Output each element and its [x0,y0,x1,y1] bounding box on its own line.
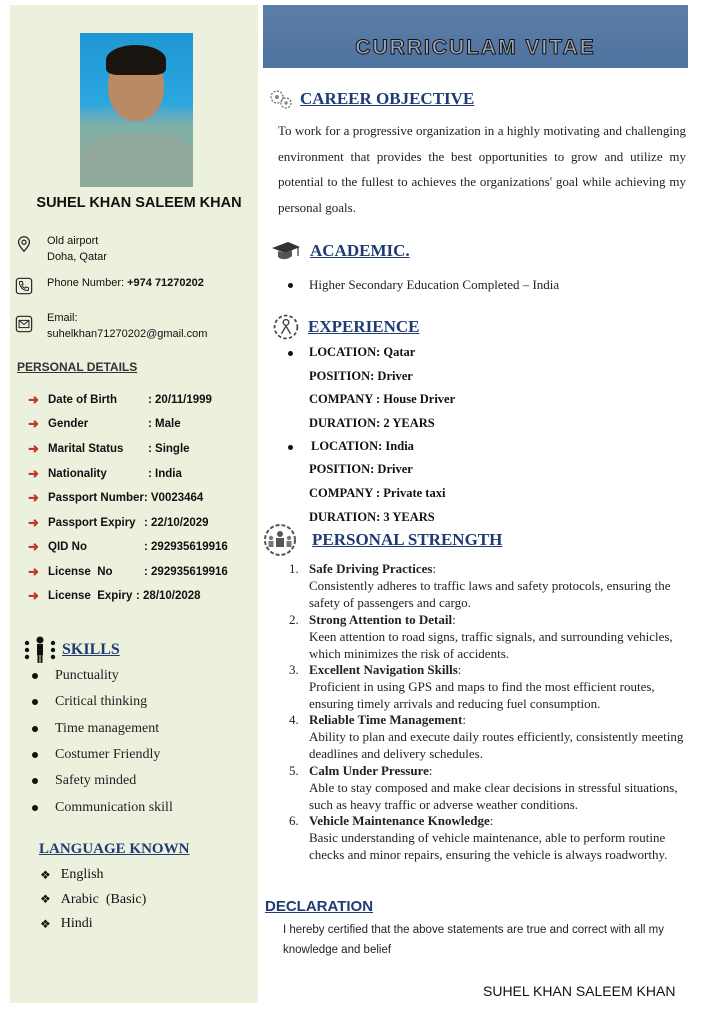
pd-row [28,416,181,432]
pd-row [28,441,190,457]
pd-value: : 292935619916 [144,541,228,553]
list-item: 4. Reliable Time Management: Ability to plan and execute daily routes efficiently, consistently meeting deadlines and delivery schedules. [289,712,684,761]
arrow-bullet-icon: ➜ [28,539,39,554]
list-item: Communication skill [32,794,173,820]
pd-value: : 22/10/2029 [144,517,209,529]
pd-label: License Expiry [48,590,133,602]
pd-label: Gender [48,418,89,430]
declaration-title: DECLARATION [265,898,374,915]
phone-row [15,275,204,295]
skills-header [22,635,120,665]
pd-row [28,392,212,408]
exp-company: COMPANY : Private taxi [309,486,446,500]
team-strength-icon [260,520,300,560]
list-item: 6. Vehicle Maintenance Knowledge: Basic understanding of vehicle maintenance, able to perform routine checks and minor repairs, ensuring the vehicle is always roadworthy. [289,813,668,862]
address-row [15,233,107,265]
strength-header [260,520,502,560]
career-text: To work for a progressive organization in a highly motivating and challenging environment that provides the best opportunities to grow and utilize my potential to the fullest to achieves the organizations' goal while achieving my personal goals. [278,123,686,215]
list-item: 3. Excellent Navigation Skills: Proficient in using GPS and maps to find the most efficient routes, ensuring timely arrivals and reducing fuel consumption. [289,662,655,711]
exp-position: POSITION: Driver [309,369,413,383]
list-item: 5. Calm Under Pressure: Able to stay composed and make clear decisions in stressful situations, such as heavy traffic or adverse weather conditions. [289,763,678,812]
academic-header [266,237,410,265]
career-header [266,85,474,113]
email-value: suhelkhan71270202@gmail.com [47,328,208,340]
academic-title: ACADEMIC. [310,241,410,260]
pd-value: : Male [148,418,181,430]
email-label: Email: [47,312,78,324]
list-item: Safety minded [32,768,173,794]
list-item: 2. Strong Attention to Detail: Keen attention to road signs, traffic signals, and surrounding vehicles, which minimizes the risk of accidents. [289,612,673,661]
career-title: CAREER OBJECTIVE [300,89,475,108]
phone-icon [15,277,33,295]
skills-list [32,663,173,821]
arrow-bullet-icon: ➜ [28,588,39,603]
sidebar [10,5,258,1003]
pd-value: V0023464 [150,492,204,504]
pd-label: Passport Number: [48,492,148,504]
experience-title: EXPERIENCE [308,317,420,336]
signature-name: SUHEL KHAN SALEEM KHAN [483,983,676,999]
arrow-bullet-icon: ➜ [28,392,39,407]
address-line2: Doha, Qatar [47,251,107,263]
location-pin-icon [15,235,33,253]
pd-label: Nationality [48,468,107,480]
exp-position: POSITION: Driver [309,462,413,476]
arrow-bullet-icon: ➜ [28,416,39,431]
email-row [15,310,207,342]
pd-row [28,515,209,531]
pd-value: : 292935619916 [144,566,228,578]
list-item: Time management [32,716,173,742]
profile-name: SUHEL KHAN SALEEM KHAN [36,195,242,211]
arrow-bullet-icon: ➜ [28,564,39,579]
declaration-text: I hereby certified that the above statements are true and correct with all my knowledge and belief [283,924,664,956]
pd-row [28,539,228,555]
diamond-bullet-icon: ❖ [40,867,51,882]
exp-duration: DURATION: 3 YEARS [309,510,435,524]
skills-title: SKILLS [62,641,120,658]
list-item: Costumer Friendly [32,742,173,768]
profile-photo [80,33,193,187]
languages-title: LANGUAGE KNOWN [39,841,190,857]
arrow-bullet-icon: ➜ [28,466,39,481]
exp-duration: DURATION: 2 YEARS [309,416,435,430]
pd-label: Date of Birth [48,394,117,406]
email-icon [15,315,33,333]
pd-row [28,490,203,506]
list-item: ❖ Hindi [40,916,93,932]
cv-banner [263,5,688,68]
arrow-bullet-icon: ➜ [28,441,39,456]
list-item: Punctuality [32,663,173,689]
pd-row [28,564,228,580]
pd-row [28,466,182,482]
diamond-bullet-icon: ❖ [40,916,51,931]
languages-list [40,863,146,937]
phone-label: Phone Number: [47,277,125,289]
academic-item: Higher Secondary Education Completed – India [288,277,559,293]
strength-title: PERSONAL STRENGTH [312,530,503,549]
arrow-bullet-icon: ➜ [28,490,39,505]
cv-title: CURRICULAM VITAE [355,36,596,59]
people-skills-icon [22,635,58,665]
address-line1: Old airport [47,235,99,247]
experience-header [268,311,419,343]
pd-label: Passport Expiry [48,517,136,529]
personal-details-title: PERSONAL DETAILS [17,360,138,374]
pd-label: Marital Status [48,443,124,455]
pd-value: : India [148,468,182,480]
list-item: ❖ English [40,867,104,883]
pd-value: : 20/11/1999 [148,394,212,406]
exp-company: COMPANY : House Driver [309,392,456,406]
pd-value: : Single [148,443,190,455]
list-item: ❖ Arabic (Basic) [40,891,147,907]
exp-location: LOCATION: Qatar [309,345,416,359]
pd-value: : 28/10/2028 [136,590,201,602]
phone-value: +974 71270202 [127,277,204,289]
exp-location: LOCATION: India [311,439,414,453]
arrow-bullet-icon: ➜ [28,515,39,530]
list-item: Critical thinking [32,689,173,715]
diamond-bullet-icon: ❖ [40,892,51,907]
pd-label: QID No [48,541,87,553]
pd-row [28,588,201,604]
list-item: 1. Safe Driving Practices: Consistently adheres to traffic laws and safety protocols, ensuring the safety of passengers and cargo. [289,561,671,610]
graduation-cap-icon [266,237,306,265]
brain-gears-icon [266,85,296,113]
gears-icon [268,311,304,343]
pd-label: License No [48,566,113,578]
